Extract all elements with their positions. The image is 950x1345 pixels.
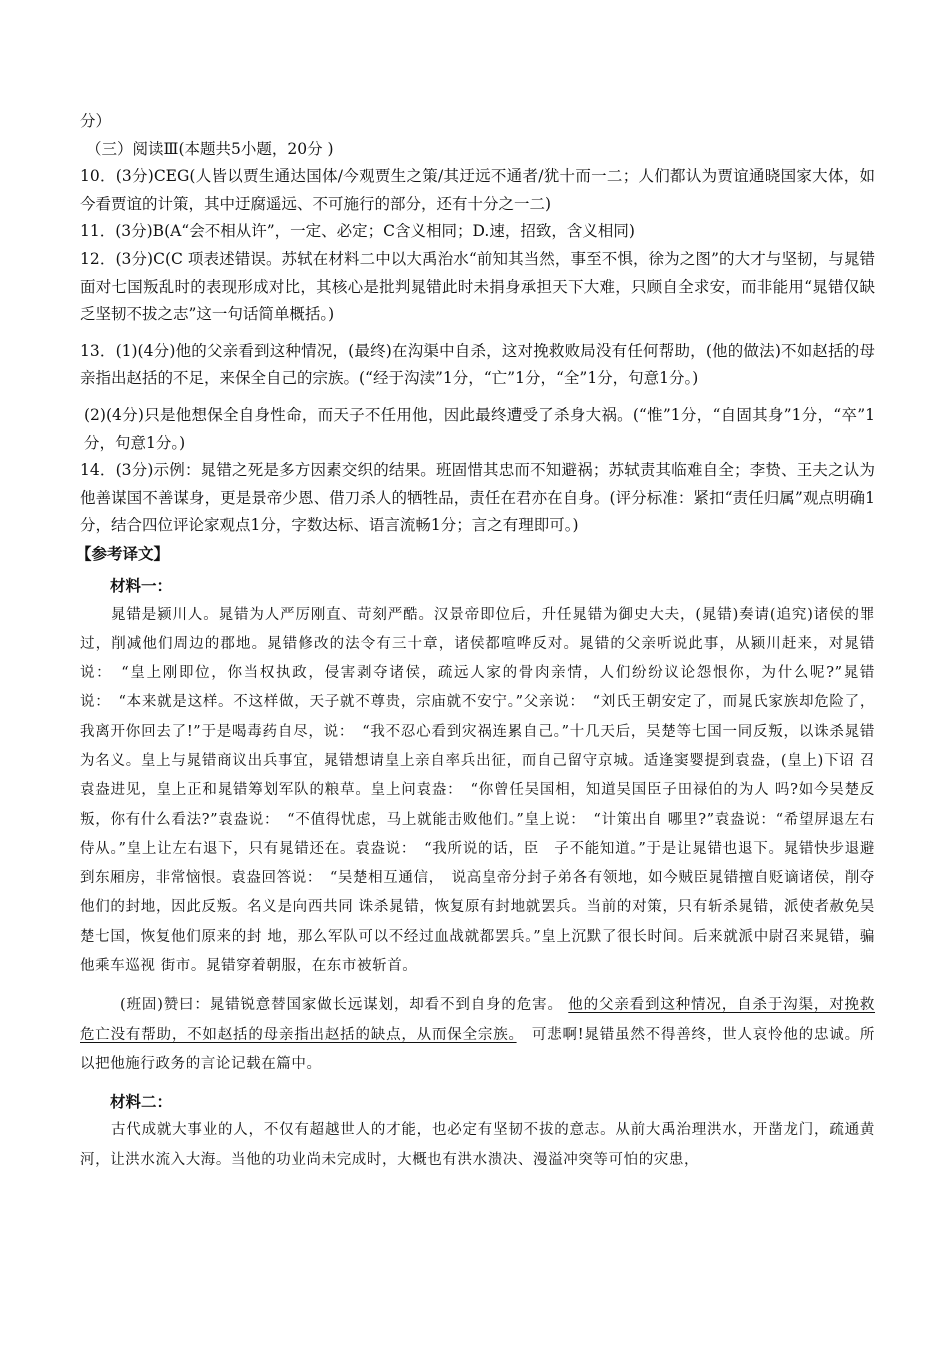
answer-14: 14．(3分)示例：晁错之死是多方因素交织的结果。班固惜其忠而不知避祸；苏轼责其临难自全；李贽、王夫之认为他善谋国不善谋身，更是景帝少恩、借刀杀人的牺牲品，责任在君亦在自身。(评分标准：紧扣“责任归属”观点明确1分，结合四位评论家观点1分，字数达标、语言流畅1分；言之有理即可。) [80,461,875,535]
reference-translation-title: 【参考译文】 [76,543,170,563]
line-fen: 分） [80,112,112,130]
material-one-title: 材料一： [110,575,173,595]
material-one-body: 晁错是颍川人。晁错为人严厉刚直、苛刻严酷。汉景帝即位后，升任晁错为御史大夫，(晁错)奏请(追究)诸侯的罪过，削减他们周边的郡地。晁错修改的法令有三十章，诸侯都喧哗反对。晁错的父亲听说此事，从颍川赶来，对晁错说： “皇上刚即位，你当权执政，侵害剥夺诸侯，疏远人家的骨肉亲情，人们纷纷议论怨恨你，为什么呢?”晁错说： “本来就是这样。不这样做，天子就不尊贵，宗庙就不安宁。”父亲说： “刘氏王朝安定了，而晁氏家族却危险了，我离开你回去了!”于是喝毒药自尽，说： “我不忍心看到灾祸连累自己。”十几天后，吴楚等七国一同反叛，以诛杀晁错为名义。皇上与晁错商议出兵事宜，晁错想请皇上亲自率兵出征，而自己留守京城。适逢窦婴提到袁盎，(皇上)下诏 召袁盎进见，皇上正和晁错筹划军队的粮草。皇上问袁盎： “你曾任吴国相，知道吴国臣子田禄伯的为人 吗?如今吴楚反叛，你有什么看法?”袁盎说： “不值得忧虑，马上就能击败他们。”皇上说： “计策出自 哪里?”袁盎说：“希望屏退左右侍从。”皇上让左右退下，只有晁错还在。袁盎说： “我所说的话，臣 子不能知道。”于是让晁错也退下。晁错快步退避到东厢房，非常恼恨。袁盎回答说： “吴楚相互通信， 说高皇帝分封子弟各有领地，如今贼臣晁错擅自贬谪诸侯，削夺他们的封地，因此反叛。名义是向西共同 诛杀晁错，恢复原有封地就罢兵。当前的对策，只有斩杀晁错，派使者赦免吴楚七国，恢复他们原来的封 地，那么军队可以不经过血战就都罢兵。”皇上沉默了很长时间。后来就派中尉召来晁错，骗他乘车巡视 街市。晁错穿着朝服，在东市被斩首。 [80,606,875,975]
section-title: （三）阅读Ⅲ(本题共5小题，20分 ) [86,139,334,158]
zan-underlined: 他的父亲看到这种情况，自杀于沟渠，对挽救危亡没有帮助，不如赵括的母亲指出赵括的缺点，从而保全宗族。 [80,997,876,1043]
answer-12: 12．(3分)C(C 项表述错误。苏轼在材料二中以大禹治水“前知其当然，事至不惧，徐为之图”的大才与坚韧，与晁错面对七国叛乱时的表现形成对比，其核心是批判晁错此时未捐身承担天下大难，只顾自全求安，而非能用“晁错仅缺乏坚韧不拔之志”这一句话简单概括。) [80,249,875,324]
material-one-zan [80,991,875,1079]
zan-lead: (班固)赞曰：晁错锐意替国家做长远谋划，却看不到自身的危害。 [120,997,569,1014]
answer-page [76,108,876,1175]
material-two-title: 材料二： [110,1092,173,1112]
zan-tail: 可悲啊!晁错虽然不得善终，世人哀怜他的忠诚。所以把他施行政务的言论记载在篇中。 [80,1026,875,1072]
answer-10: 10．(3分)CEG(人皆以贾生通达国体/今观贾生之策/其迂远不通者/犹十而一二；人们都认为贾谊通晓国家大体，如今看贾谊的计策，其中迂腐遥远、不可施行的部分，还有十分之一二) [80,167,875,213]
answer-11: 11．(3分)B(A“会不相从许”，一定、必定；C含义相同；D.速，招致，含义相同) [80,222,635,241]
answer-13-2: (2)(4分)只是他想保全自身性命，而天子不任用他，因此最终遭受了杀身大祸。(“惟”1分，“自固其身”1分，“卒”1分，句意1分。) [84,405,875,452]
material-two-body: 古代成就大事业的人，不仅有超越世人的才能，也必定有坚韧不拔的意志。从前大禹治理洪水，开凿龙门，疏通黄河，让洪水流入大海。当他的功业尚未完成时，大概也有洪水溃决、漫溢冲突等可怕的灾患， [80,1122,875,1168]
answer-13-1: 13．(1)(4分)他的父亲看到这种情况，(最终)在沟渠中自杀，这对挽救败局没有任何帮助，(他的做法)不如赵括的母亲指出赵括的不足，来保全自己的宗族。(“经于沟渎”1分，“亡”1分，“全”1分，句意1分。) [80,341,875,388]
